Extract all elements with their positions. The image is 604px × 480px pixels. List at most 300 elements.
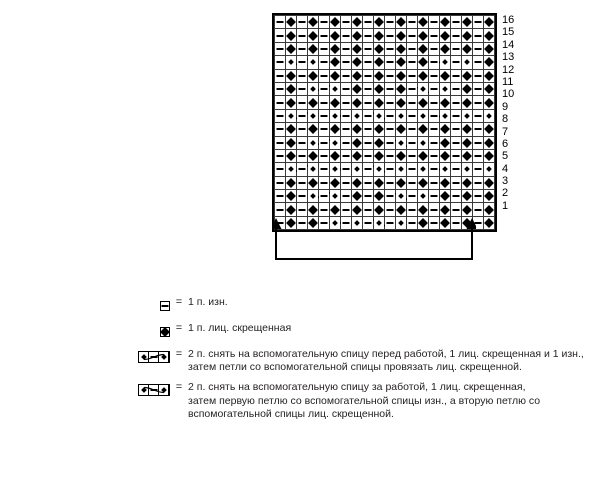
stitch-cell	[451, 203, 462, 216]
stitch-cell	[418, 69, 429, 82]
stitch-cell	[462, 109, 473, 122]
legend-description	[188, 381, 588, 421]
stitch-cell	[429, 69, 440, 82]
stitch-cell	[484, 149, 495, 162]
stitch-cell	[330, 42, 341, 55]
stitch-cell	[319, 163, 330, 176]
stitch-cell	[451, 29, 462, 42]
stitch-cell	[363, 42, 374, 55]
stitch-cell	[319, 190, 330, 203]
stitch-cell	[385, 149, 396, 162]
stitch-cell	[341, 96, 352, 109]
stitch-cell	[374, 82, 385, 95]
stitch-cell	[473, 190, 484, 203]
stitch-cell	[286, 96, 297, 109]
stitch-cell	[418, 82, 429, 95]
stitch-cell	[374, 69, 385, 82]
stitch-cell	[330, 82, 341, 95]
stitch-cell	[374, 136, 385, 149]
row-number-label: 3	[502, 175, 509, 188]
chart-row	[275, 203, 495, 216]
stitch-cell	[297, 190, 308, 203]
stitch-cell	[473, 136, 484, 149]
stitch-cell	[396, 69, 407, 82]
legend-item	[118, 348, 588, 374]
stitch-cell	[308, 42, 319, 55]
legend-description-line: затем первую петлю со вспомогательной спицы изн., а вторую петлю со	[188, 394, 541, 407]
stitch-cell	[451, 149, 462, 162]
stitch-cell	[385, 29, 396, 42]
stitch-cell	[418, 42, 429, 55]
repeat-right-arrow-icon	[467, 218, 477, 229]
stitch-cell	[319, 42, 330, 55]
chart-row	[275, 163, 495, 176]
stitch-cell	[374, 123, 385, 136]
stitch-cell	[484, 56, 495, 69]
stitch-cell	[484, 136, 495, 149]
stitch-cell	[319, 82, 330, 95]
legend-equals-sign: =	[175, 348, 183, 360]
chart-row	[275, 190, 495, 203]
legend-symbol	[118, 322, 170, 341]
stitch-cell	[374, 109, 385, 122]
row-number-label: 14	[502, 38, 515, 51]
stitch-cell	[440, 163, 451, 176]
stitch-cell	[473, 42, 484, 55]
stitch-cell	[484, 203, 495, 216]
stitch-cell	[330, 56, 341, 69]
chart-row	[275, 123, 495, 136]
stitch-cell	[429, 163, 440, 176]
chart-row	[275, 136, 495, 149]
legend-item	[118, 296, 588, 315]
repeat-left-arrow-icon	[272, 218, 282, 229]
stitch-cell	[484, 176, 495, 189]
stitch-cell	[473, 203, 484, 216]
legend-symbol	[118, 296, 170, 315]
stitch-cell	[330, 16, 341, 29]
stitch-cell	[275, 29, 286, 42]
cable-front-symbol-icon	[138, 351, 170, 363]
stitch-cell	[429, 16, 440, 29]
stitch-cell	[451, 163, 462, 176]
stitch-cell	[451, 136, 462, 149]
stitch-cell	[275, 69, 286, 82]
stitch-cell	[352, 56, 363, 69]
stitch-cell	[330, 96, 341, 109]
row-number-label: 9	[502, 100, 509, 113]
legend-description-line: затем петли со вспомогательной спицы провязать лиц. скрещенной.	[188, 361, 522, 374]
stitch-cell	[396, 190, 407, 203]
stitch-cell	[385, 123, 396, 136]
stitch-cell	[374, 29, 385, 42]
stitch-cell	[352, 69, 363, 82]
stitch-cell	[407, 29, 418, 42]
stitch-cell	[319, 176, 330, 189]
legend-equals-sign: =	[175, 322, 183, 334]
stitch-cell	[429, 96, 440, 109]
stitch-cell	[407, 203, 418, 216]
legend-mini-cell	[139, 385, 149, 395]
stitch-cell	[462, 163, 473, 176]
stitch-cell	[440, 96, 451, 109]
purl-symbol-icon	[160, 297, 170, 315]
stitch-cell	[297, 42, 308, 55]
stitch-cell	[462, 56, 473, 69]
stitch-cell	[462, 136, 473, 149]
stitch-cell	[341, 42, 352, 55]
stitch-cell	[462, 42, 473, 55]
stitch-cell	[451, 16, 462, 29]
stitch-cell	[429, 176, 440, 189]
stitch-cell	[297, 29, 308, 42]
stitch-cell	[308, 82, 319, 95]
stitch-cell	[286, 69, 297, 82]
stitch-cell	[451, 109, 462, 122]
stitch-cell	[418, 149, 429, 162]
legend-equals-sign: =	[175, 381, 183, 394]
stitch-cell	[341, 149, 352, 162]
stitch-cell	[330, 69, 341, 82]
stitch-cell	[352, 109, 363, 122]
stitch-cell	[484, 96, 495, 109]
stitch-cell	[473, 163, 484, 176]
stitch-cell	[363, 56, 374, 69]
stitch-cell	[418, 109, 429, 122]
row-number-label: 4	[502, 162, 509, 175]
chart-row	[275, 29, 495, 42]
stitch-cell	[319, 149, 330, 162]
stitch-cell	[473, 149, 484, 162]
stitch-cell	[330, 190, 341, 203]
stitch-cell	[407, 109, 418, 122]
stitch-cell	[440, 136, 451, 149]
stitch-cell	[429, 42, 440, 55]
stitch-cell	[462, 123, 473, 136]
stitch-cell	[385, 136, 396, 149]
stitch-cell	[418, 96, 429, 109]
stitch-cell	[451, 96, 462, 109]
stitch-cell	[374, 203, 385, 216]
stitch-cell	[341, 136, 352, 149]
stitch-cell	[484, 69, 495, 82]
stitch-cell	[297, 136, 308, 149]
stitch-cell	[451, 42, 462, 55]
stitch-cell	[352, 29, 363, 42]
stitch-cell	[275, 190, 286, 203]
stitch-cell	[330, 203, 341, 216]
legend-item	[118, 381, 588, 421]
legend-mini-cell	[159, 385, 169, 395]
row-number-label: 8	[502, 113, 509, 126]
chart-row	[275, 109, 495, 122]
stitch-cell	[341, 176, 352, 189]
stitch-cell	[462, 190, 473, 203]
stitch-cell	[319, 29, 330, 42]
stitch-cell	[308, 190, 319, 203]
stitch-cell	[286, 82, 297, 95]
stitch-cell	[473, 82, 484, 95]
stitch-cell	[330, 163, 341, 176]
stitch-cell	[407, 163, 418, 176]
chart-row	[275, 176, 495, 189]
stitch-cell	[308, 29, 319, 42]
stitch-cell	[385, 96, 396, 109]
stitch-cell	[484, 42, 495, 55]
stitch-cell	[297, 69, 308, 82]
stitch-cell	[341, 16, 352, 29]
stitch-cell	[275, 149, 286, 162]
stitch-cell	[418, 190, 429, 203]
stitch-cell	[385, 16, 396, 29]
stitch-cell	[363, 149, 374, 162]
stitch-cell	[363, 82, 374, 95]
stitch-cell	[363, 123, 374, 136]
stitch-cell	[275, 136, 286, 149]
stitch-cell	[297, 176, 308, 189]
stitch-cell	[473, 176, 484, 189]
chart-row	[275, 82, 495, 95]
stitch-cell	[297, 203, 308, 216]
stitch-cell	[451, 82, 462, 95]
stitch-cell	[319, 203, 330, 216]
stitch-cell	[286, 16, 297, 29]
legend-description	[188, 348, 588, 374]
stitch-cell	[440, 149, 451, 162]
stitch-cell	[297, 56, 308, 69]
stitch-cell	[429, 56, 440, 69]
stitch-cell	[341, 29, 352, 42]
stitch-cell	[308, 16, 319, 29]
stitch-cell	[352, 203, 363, 216]
stitch-cell	[484, 29, 495, 42]
pattern-repeat-bracket	[272, 218, 476, 268]
legend-mini-cell	[160, 327, 170, 337]
stitch-cell	[341, 190, 352, 203]
stitch-cell	[341, 56, 352, 69]
stitch-cell	[308, 123, 319, 136]
stitch-cell	[407, 82, 418, 95]
row-number-label: 2	[502, 187, 509, 200]
chart-row	[275, 42, 495, 55]
stitch-cell	[396, 149, 407, 162]
stitch-cell	[286, 56, 297, 69]
legend-description	[188, 296, 588, 309]
stitch-cell	[462, 149, 473, 162]
stitch-cell	[319, 109, 330, 122]
stitch-cell	[319, 69, 330, 82]
stitch-cell	[473, 56, 484, 69]
stitch-cell	[275, 163, 286, 176]
stitch-cell	[385, 163, 396, 176]
stitch-cell	[275, 16, 286, 29]
stitch-cell	[319, 16, 330, 29]
stitch-cell	[352, 176, 363, 189]
stitch-cell	[297, 149, 308, 162]
stitch-cell	[286, 123, 297, 136]
stitch-cell	[308, 56, 319, 69]
stitch-cell	[407, 149, 418, 162]
stitch-cell	[374, 16, 385, 29]
row-number-label: 6	[502, 137, 509, 150]
stitch-cell	[330, 149, 341, 162]
stitch-cell	[484, 216, 495, 229]
stitch-cell	[308, 149, 319, 162]
stitch-cell	[407, 56, 418, 69]
stitch-cell	[484, 190, 495, 203]
stitch-cell	[451, 176, 462, 189]
stitch-cell	[319, 56, 330, 69]
stitch-cell	[286, 203, 297, 216]
stitch-cell	[407, 69, 418, 82]
stitch-cell	[473, 16, 484, 29]
stitch-cell	[352, 82, 363, 95]
legend-description-line: 2 п. снять на вспомогательную спицу перед работой, 1 лиц. скрещенная и 1 изн.,	[188, 348, 584, 360]
stitch-cell	[352, 96, 363, 109]
chart-row	[275, 16, 495, 29]
stitch-cell	[473, 123, 484, 136]
legend-description-line: 1 п. лиц. скрещенная	[188, 322, 292, 334]
stitch-cell	[440, 42, 451, 55]
row-number-label: 15	[502, 26, 515, 39]
stitch-cell	[363, 109, 374, 122]
stitch-cell	[440, 82, 451, 95]
stitch-cell	[396, 29, 407, 42]
row-number-label: 7	[502, 125, 509, 138]
stitch-cell	[297, 16, 308, 29]
legend-description-line: вспомогательной спицы лиц. скрещенной.	[188, 407, 394, 420]
stitch-cell	[385, 69, 396, 82]
stitch-cell	[396, 136, 407, 149]
cable-back-symbol-icon	[138, 384, 170, 396]
chart-row	[275, 69, 495, 82]
stitch-cell	[440, 203, 451, 216]
stitch-cell	[440, 190, 451, 203]
stitch-cell	[451, 69, 462, 82]
stitch-cell	[363, 96, 374, 109]
stitch-cell	[286, 176, 297, 189]
stitch-cell	[330, 176, 341, 189]
stitch-cell	[473, 69, 484, 82]
stitch-cell	[440, 56, 451, 69]
stitch-cell	[462, 82, 473, 95]
stitch-cell	[407, 176, 418, 189]
stitch-cell	[484, 123, 495, 136]
chart-row	[275, 149, 495, 162]
stitch-cell	[374, 56, 385, 69]
stitch-cell	[297, 109, 308, 122]
row-number-column	[502, 13, 514, 212]
stitch-cell	[418, 163, 429, 176]
stitch-cell	[341, 123, 352, 136]
stitch-cell	[308, 176, 319, 189]
stitch-cell	[363, 69, 374, 82]
stitch-cell	[429, 136, 440, 149]
stitch-cell	[462, 29, 473, 42]
stitch-cell	[462, 203, 473, 216]
chart-grid-border	[272, 13, 497, 232]
stitch-cell	[275, 109, 286, 122]
stitch-cell	[275, 42, 286, 55]
stitch-cell	[385, 42, 396, 55]
stitch-cell	[319, 123, 330, 136]
legend-mini-cell	[149, 352, 159, 362]
stitch-cell	[352, 149, 363, 162]
stitch-cell	[275, 203, 286, 216]
stitch-cell	[484, 163, 495, 176]
stitch-cell	[385, 82, 396, 95]
stitch-cell	[429, 203, 440, 216]
legend-description-line: 2 п. снять на вспомогательную спицу за работой, 1 лиц. скрещенная,	[188, 381, 526, 394]
stitch-cell	[308, 96, 319, 109]
stitch-cell	[484, 82, 495, 95]
stitch-cell	[407, 190, 418, 203]
stitch-cell	[385, 203, 396, 216]
stitch-cell	[451, 56, 462, 69]
stitch-cell	[330, 136, 341, 149]
legend-mini-cell	[159, 352, 169, 362]
stitch-cell	[440, 29, 451, 42]
stitch-cell	[286, 190, 297, 203]
legend-symbol	[118, 348, 170, 367]
twisted-knit-symbol-icon	[160, 323, 170, 341]
stitch-cell	[319, 136, 330, 149]
stitch-cell	[396, 123, 407, 136]
stitch-cell	[352, 42, 363, 55]
chart-row	[275, 56, 495, 69]
stitch-cell	[407, 42, 418, 55]
stitch-cell	[484, 109, 495, 122]
stitch-cell	[418, 56, 429, 69]
stitch-cell	[451, 123, 462, 136]
stitch-cell	[374, 176, 385, 189]
stitch-cell	[385, 56, 396, 69]
legend-mini-cell	[139, 352, 149, 362]
stitch-cell	[308, 69, 319, 82]
stitch-cell	[352, 190, 363, 203]
stitch-cell	[341, 109, 352, 122]
stitch-cell	[396, 82, 407, 95]
stitch-cell	[418, 203, 429, 216]
stitch-grid	[274, 15, 495, 230]
stitch-cell	[363, 190, 374, 203]
stitch-cell	[275, 176, 286, 189]
stitch-cell	[297, 82, 308, 95]
stitch-cell	[297, 96, 308, 109]
stitch-cell	[363, 136, 374, 149]
stitch-cell	[352, 136, 363, 149]
row-number-label: 10	[502, 88, 515, 101]
stitch-cell	[396, 16, 407, 29]
stitch-cell	[385, 190, 396, 203]
stitch-cell	[440, 69, 451, 82]
legend-mini-cell	[149, 385, 159, 395]
stitch-cell	[429, 29, 440, 42]
legend-description	[188, 322, 588, 335]
stitch-cell	[429, 149, 440, 162]
stitch-cell	[462, 16, 473, 29]
stitch-cell	[330, 29, 341, 42]
stitch-cell	[396, 176, 407, 189]
stitch-cell	[363, 29, 374, 42]
stitch-cell	[418, 136, 429, 149]
stitch-cell	[374, 96, 385, 109]
legend-equals-sign: =	[175, 296, 183, 308]
stitch-cell	[396, 109, 407, 122]
chart-row	[275, 96, 495, 109]
stitch-cell	[308, 109, 319, 122]
stitch-cell	[297, 163, 308, 176]
